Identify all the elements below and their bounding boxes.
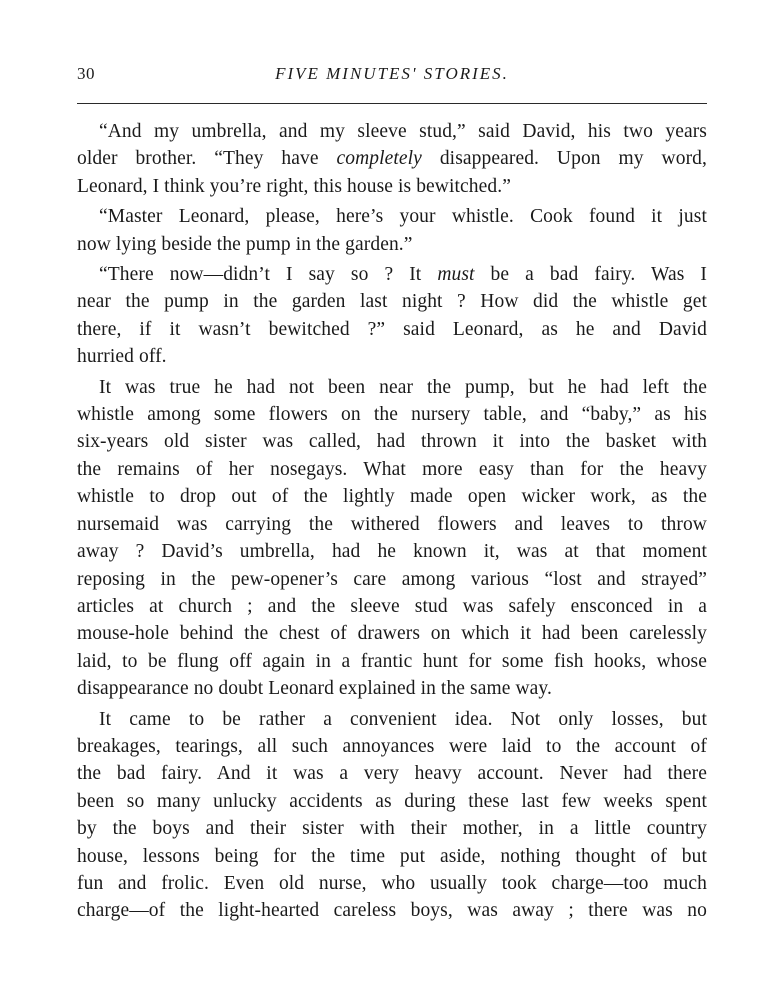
text-line: away ? David’s umbrella, had he known it, was at that moment	[77, 541, 707, 563]
text-line: the bad fairy. And it was a very heavy account. Never had there	[77, 763, 707, 785]
text-line: laid, to be flung off again in a frantic hunt for some fish hooks, whose	[77, 650, 707, 672]
text-line: “And my umbrella, and my sleeve stud,” said David, his two years	[99, 121, 707, 142]
page-header	[77, 64, 707, 94]
text-line: near the pump in the garden last night ? How did the whistle get	[77, 291, 707, 313]
text-line: charge—of the light-hearted careless boys, was away ; there was no	[77, 900, 707, 922]
text-line: fun and frolic. Even old nurse, who usually took charge—too much	[77, 872, 707, 894]
text-line: mouse-hole behind the chest of drawers on which it had been carelessly	[77, 623, 707, 645]
header-rule	[77, 103, 707, 104]
text-line: been so many unlucky accidents as during these last few weeks spent	[77, 790, 707, 812]
text-line: there, if it wasn’t bewitched ?” said Leonard, as he and David	[77, 318, 707, 340]
text-line: reposing in the pew-opener’s care among various “lost and strayed”	[77, 568, 707, 590]
text-line: the remains of her nosegays. What more easy than for the heavy	[77, 458, 707, 480]
emphasis: must	[437, 264, 475, 286]
text-line: It came to be rather a convenient idea. Not only losses, but	[99, 708, 707, 730]
text-line: now lying beside the pump in the garden.”	[77, 233, 413, 255]
text-line: hurried off.	[77, 346, 167, 368]
text-line: articles at church ; and the sleeve stud was safely ensconced in a	[77, 595, 707, 617]
text-line: Leonard, I think you’re right, this house is bewitched.”	[77, 175, 511, 197]
text-line: It was true he had not been near the pump, but he had left the	[99, 376, 707, 398]
paragraph	[77, 261, 707, 371]
text-line: “Master Leonard, please, here’s your whistle. Cook found it just	[99, 206, 707, 228]
text-line: house, lessons being for the time put aside, nothing thought of but	[77, 845, 707, 867]
emphasis: completely	[336, 148, 422, 170]
body-text	[77, 118, 707, 925]
text-line: disappearance no doubt Leonard explained in the same way.	[77, 678, 552, 700]
paragraph	[77, 706, 707, 925]
text-line: nursemaid was carrying the withered flowers and leaves to throw	[77, 513, 707, 535]
page-number: 30	[77, 64, 95, 83]
paragraph	[77, 203, 707, 258]
text-line: whistle among some flowers on the nursery table, and “baby,” as his	[77, 404, 707, 426]
text-line: older brother. “They have completely disappeared. Upon my word,	[77, 148, 707, 170]
text-line: six-years old sister was called, had thrown it into the basket with	[77, 431, 707, 453]
text-line: by the boys and their sister with their mother, in a little country	[77, 818, 707, 840]
running-head: FIVE MINUTES' STORIES.	[275, 64, 509, 83]
paragraph	[77, 374, 707, 703]
text-line: breakages, tearings, all such annoyances were laid to the account of	[77, 735, 707, 757]
text-line: whistle to drop out of the lightly made open wicker work, as the	[77, 486, 707, 508]
paragraph	[77, 118, 707, 200]
text-line: “There now—didn’t I say so ? It must be a bad fairy. Was I	[99, 264, 708, 286]
